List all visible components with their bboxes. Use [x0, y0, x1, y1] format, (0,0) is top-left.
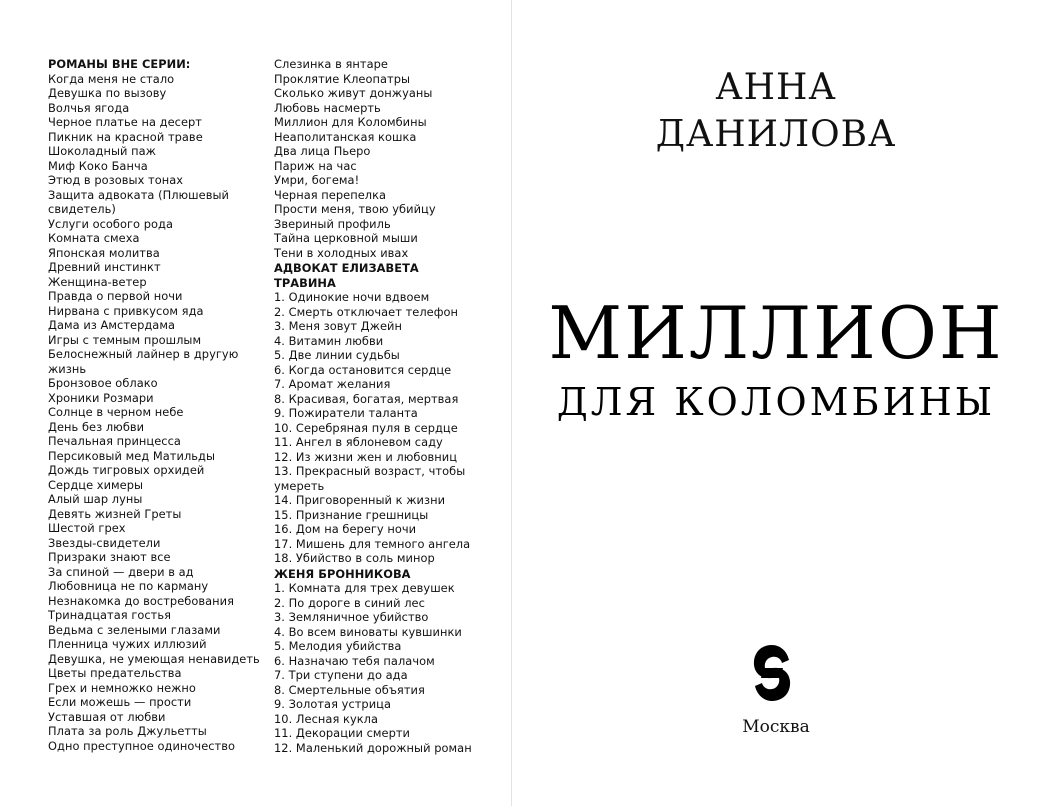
book-title-item: 3. Земляничное убийство: [274, 610, 429, 624]
book-title-item: 16. Дом на берегу ночи: [274, 522, 417, 536]
book-title-item: Два лица Пьеро: [274, 144, 371, 158]
book-title-item: 9. Золотая устрица: [274, 697, 392, 711]
book-title-item: Тайна церковной мыши: [274, 231, 418, 245]
title-page: [512, 0, 1040, 806]
book-title-item: 1. Комната для трех девушек: [274, 581, 455, 595]
book-title-item: 13. Прекрасный возраст, чтобы умереть: [274, 464, 466, 493]
book-title-item: 9. Пожиратели таланта: [274, 406, 418, 420]
book-title-item: 2. Смерть отключает телефон: [274, 304, 459, 319]
book-title-item: 7. Три ступени до ада: [274, 668, 408, 682]
author-first-name: АННА: [715, 67, 837, 108]
book-title-item: 1. Одинокие ночи вдвоем: [274, 290, 430, 304]
series-travina-list: [274, 290, 474, 566]
standalone-novels-list-continued: [274, 57, 474, 260]
book-title-item: Если можешь — прости: [48, 695, 192, 709]
book-title-item: 14. Приговоренный к жизни: [274, 493, 446, 507]
book-title-item: Любовница не по карману: [48, 579, 209, 593]
book-title-item: 10. Серебряная пуля в сердце: [274, 420, 458, 435]
book-list-column-2: [274, 57, 474, 755]
book-title-item: Шестой грех: [48, 521, 126, 535]
book-title-item: 5. Две линии судьбы: [274, 348, 400, 362]
book-subtitle: ДЛЯ КОЛОМБИНЫ: [556, 380, 996, 424]
book-title-item: 10. Лесная кукла: [274, 711, 379, 726]
book-title-item: Грех и немножко нежно: [48, 680, 196, 695]
book-title-item: Шоколадный паж: [48, 144, 156, 158]
book-title-item: Персиковый мед Матильды: [48, 448, 216, 463]
book-title-item: 11. Декорации смерти: [274, 726, 411, 740]
book-title-item: 18. Убийство в соль минор: [274, 551, 435, 565]
book-title-item: Игры с темным прошлым: [48, 332, 202, 347]
series-bronnikova-list: [274, 581, 474, 755]
book-title-item: Проклятие Клеопатры: [274, 71, 411, 86]
left-page: [0, 0, 511, 806]
book-title-item: 8. Красивая, богатая, мертвая: [274, 391, 459, 406]
book-title-item: Сердце химеры: [48, 477, 144, 492]
book-title-item: Слезинка в янтаре: [274, 57, 388, 71]
book-title-item: Когда меня не стало: [48, 71, 175, 86]
book-title-item: Ведьма с зелеными глазами: [48, 622, 221, 637]
book-title-item: Незнакомка до востребования: [48, 593, 235, 608]
book-title-item: Этюд в розовых тонах: [48, 173, 184, 187]
book-title-item: Уставшая от любви: [48, 709, 166, 724]
publisher-city: Москва: [742, 717, 810, 737]
book-title-item: Пикник на красной траве: [48, 129, 203, 144]
section-heading-standalone-novels: РОМАНЫ ВНЕ СЕРИИ:: [48, 57, 191, 71]
book-title-item: Алый шар луны: [48, 492, 143, 506]
book-title-item: Тени в холодных ивах: [274, 245, 409, 260]
book-title-item: Цветы предательства: [48, 666, 182, 680]
book-title-item: Тринадцатая гостья: [48, 608, 172, 622]
book-title-item: 12. Маленький дорожный роман: [274, 740, 472, 755]
book-title-item: Миллион для Коломбины: [274, 115, 427, 129]
book-title-item: Плата за роль Джульетты: [48, 724, 207, 738]
book-title-item: Звезды-свидетели: [48, 535, 161, 550]
book-title-item: Хроники Розмари: [48, 390, 154, 405]
book-title-item: 15. Признание грешницы: [274, 507, 429, 522]
book-title-item: Девять жизней Греты: [48, 506, 182, 521]
book-title-item: Дама из Амстердама: [48, 318, 176, 332]
book-title-item: Древний инстинкт: [48, 260, 161, 274]
section-heading-series-travina: АДВОКАТ ЕЛИЗАВЕТА ТРАВИНА: [274, 261, 419, 290]
book-title-item: Печальная принцесса: [48, 434, 181, 448]
book-title-item: Девушка, не умеющая ненавидеть: [48, 651, 260, 666]
book-title-item: Неаполитанская кошка: [274, 129, 417, 144]
book-title-item: Японская молитва: [48, 245, 160, 260]
book-title-item: 6. Назначаю тебя палачом: [274, 653, 435, 668]
book-title-item: 2. По дороге в синий лес: [274, 595, 425, 610]
book-title-item: Бронзовое облако: [48, 376, 158, 390]
book-title-item: Пленница чужих иллюзий: [48, 637, 207, 651]
book-title-item: Белоснежный лайнер в другую жизнь: [48, 347, 239, 376]
book-title-item: 11. Ангел в яблоневом саду: [274, 435, 443, 449]
standalone-novels-list: [48, 72, 263, 754]
book-title: МИЛЛИОН: [548, 291, 1004, 375]
book-title-item: Призраки знают все: [48, 550, 171, 564]
book-title-item: 12. Из жизни жен и любовниц: [274, 449, 458, 464]
book-title-item: Защита адвоката (Плюшевый свидетель): [48, 187, 229, 216]
book-title-item: Женщина-ветер: [48, 274, 147, 289]
book-title-item: 7. Аромат желания: [274, 377, 391, 391]
book-title-item: 17. Мишень для темного ангела: [274, 536, 471, 551]
book-title-item: Черная перепелка: [274, 187, 387, 202]
book-title-item: Девушка по вызову: [48, 86, 167, 100]
book-title-item: Волчья ягода: [48, 100, 130, 115]
book-title-item: Миф Коко Банча: [48, 158, 148, 173]
book-title-item: Дождь тигровых орхидей: [48, 463, 205, 477]
book-title-item: Одно преступное одиночество: [48, 738, 236, 753]
book-title-item: За спиной — двери в ад: [48, 564, 194, 579]
book-title-item: Звериный профиль: [274, 216, 391, 231]
book-title-item: Комната смеха: [48, 231, 140, 245]
eksmo-logo-icon: [751, 643, 793, 703]
book-title-item: Солнце в черном небе: [48, 405, 184, 419]
book-title-item: 6. Когда остановится сердце: [274, 362, 452, 377]
section-heading-series-bronnikova: ЖЕНЯ БРОННИКОВА: [274, 566, 411, 581]
book-title-item: Черное платье на десерт: [48, 115, 202, 129]
book-title-item: День без любви: [48, 419, 145, 434]
book-title-item: Умри, богема!: [274, 173, 360, 187]
book-title-item: Прости меня, твою убийцу: [274, 202, 436, 216]
book-title-item: Париж на час: [274, 158, 357, 173]
book-title-item: 8. Смертельные объятия: [274, 682, 425, 697]
book-title-item: 4. Во всем виноваты кувшинки: [274, 624, 462, 639]
book-title-item: 3. Меня зовут Джейн: [274, 319, 402, 333]
book-title-item: Сколько живут донжуаны: [274, 86, 433, 100]
author-last-name: ДАНИЛОВА: [655, 114, 897, 155]
book-list-column-1: [48, 57, 263, 753]
book-title-item: 5. Мелодия убийства: [274, 639, 402, 653]
book-title-item: Услуги особого рода: [48, 216, 174, 231]
book-title-item: Нирвана с привкусом яда: [48, 303, 204, 318]
book-title-item: Правда о первой ночи: [48, 289, 183, 303]
book-title-item: Любовь насмерть: [274, 100, 381, 115]
book-title-item: 4. Витамин любви: [274, 333, 384, 348]
